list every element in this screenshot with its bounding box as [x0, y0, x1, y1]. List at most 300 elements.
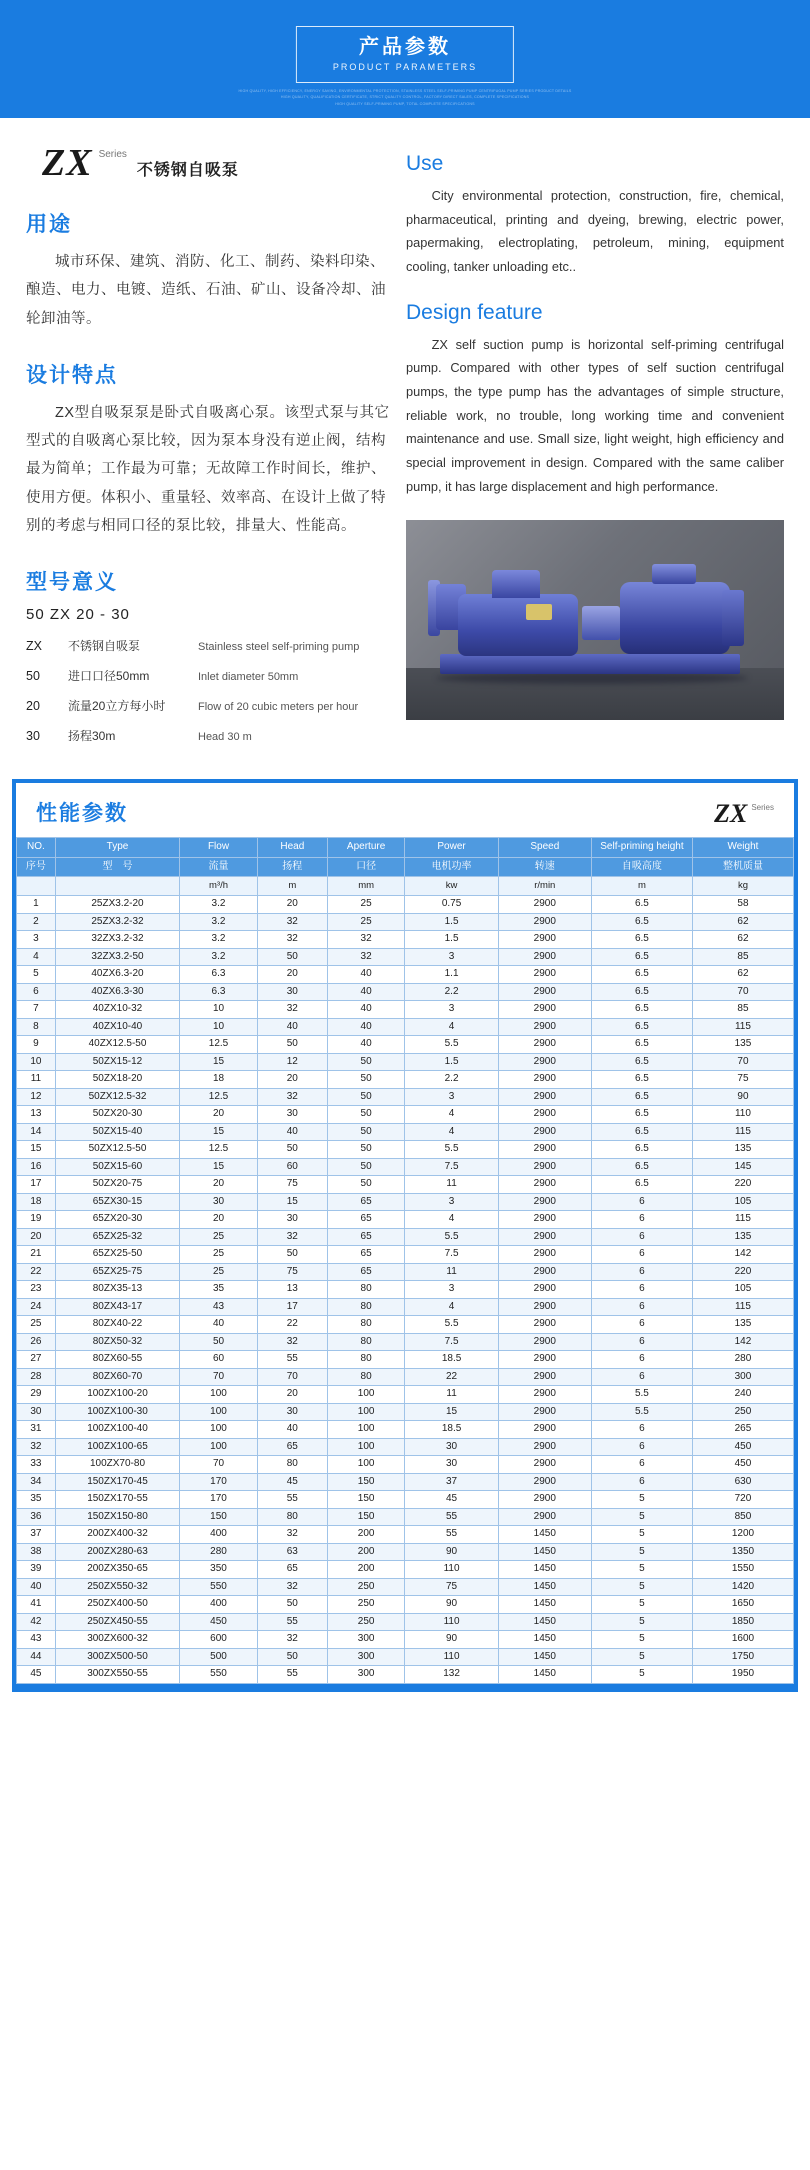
- cell-flow: 600: [180, 1631, 258, 1649]
- spec-table-logo-text: ZX: [714, 799, 748, 829]
- cell-speed: 2900: [498, 1141, 591, 1159]
- cell-self-priming-height: 6.5: [591, 1176, 692, 1194]
- spec-table-logo: [714, 801, 774, 827]
- cell-head: 65: [257, 1561, 327, 1579]
- cell-self-priming-height: 6.5: [591, 931, 692, 949]
- cell-flow: 25: [180, 1246, 258, 1264]
- cell-type: 200ZX280-63: [55, 1543, 179, 1561]
- cell-flow: 20: [180, 1106, 258, 1124]
- cell-power: 22: [405, 1368, 498, 1386]
- cell-type: 25ZX3.2-20: [55, 896, 179, 914]
- cell-flow: 10: [180, 1001, 258, 1019]
- cell-aperture: 80: [327, 1333, 405, 1351]
- cell-head: 55: [257, 1491, 327, 1509]
- model-label-en: Inlet diameter 50mm: [198, 671, 299, 684]
- cell-flow: 170: [180, 1491, 258, 1509]
- table-row: [17, 1228, 794, 1246]
- table-row: [17, 1176, 794, 1194]
- motor-fan-cover: [722, 590, 744, 646]
- cell-weight: 1350: [692, 1543, 793, 1561]
- cell-no: 2: [17, 913, 56, 931]
- th-unit-speed: r/min: [498, 877, 591, 896]
- cell-flow: 25: [180, 1228, 258, 1246]
- model-key: ZX: [26, 639, 42, 654]
- cell-power: 7.5: [405, 1158, 498, 1176]
- cell-self-priming-height: 6.5: [591, 913, 692, 931]
- cell-head: 30: [257, 1106, 327, 1124]
- cell-flow: 170: [180, 1473, 258, 1491]
- model-label-en: Head 30 m: [198, 731, 252, 744]
- brand-logo: ZX: [42, 142, 93, 184]
- model-label-cn: 不锈钢自吸泵: [68, 639, 141, 654]
- cell-speed: 2900: [498, 1158, 591, 1176]
- table-row: [17, 983, 794, 1001]
- cell-power: 1.1: [405, 966, 498, 984]
- cell-power: 90: [405, 1543, 498, 1561]
- cell-aperture: 32: [327, 948, 405, 966]
- table-row: [17, 1543, 794, 1561]
- intro-section: [0, 118, 810, 757]
- cell-type: 50ZX15-12: [55, 1053, 179, 1071]
- cell-type: 100ZX100-30: [55, 1403, 179, 1421]
- cell-flow: 400: [180, 1526, 258, 1544]
- cell-self-priming-height: 6: [591, 1473, 692, 1491]
- cell-power: 5.5: [405, 1141, 498, 1159]
- cell-weight: 1550: [692, 1561, 793, 1579]
- cell-speed: 2900: [498, 1456, 591, 1474]
- cell-aperture: 100: [327, 1438, 405, 1456]
- cell-power: 4: [405, 1106, 498, 1124]
- cell-power: 1.5: [405, 913, 498, 931]
- cell-flow: 350: [180, 1561, 258, 1579]
- cell-no: 27: [17, 1351, 56, 1369]
- cell-speed: 2900: [498, 1473, 591, 1491]
- table-row: [17, 1561, 794, 1579]
- cell-head: 30: [257, 1211, 327, 1229]
- cell-no: 16: [17, 1158, 56, 1176]
- table-row: [17, 1088, 794, 1106]
- table-row: [17, 1578, 794, 1596]
- cell-power: 5.5: [405, 1316, 498, 1334]
- cell-aperture: 25: [327, 913, 405, 931]
- cell-self-priming-height: 6.5: [591, 966, 692, 984]
- th-type-en: Type: [55, 838, 179, 858]
- cell-weight: 300: [692, 1368, 793, 1386]
- th-selfpriming-en: Self-priming height: [591, 838, 692, 858]
- cell-speed: 2900: [498, 1491, 591, 1509]
- cell-speed: 2900: [498, 1263, 591, 1281]
- cell-weight: 720: [692, 1491, 793, 1509]
- cell-weight: 135: [692, 1316, 793, 1334]
- table-row: [17, 1631, 794, 1649]
- banner-title-en: PRODUCT PARAMETERS: [332, 62, 478, 72]
- spec-header-row-units: [17, 877, 794, 896]
- table-row: [17, 1298, 794, 1316]
- cell-power: 11: [405, 1176, 498, 1194]
- cell-no: 38: [17, 1543, 56, 1561]
- cell-self-priming-height: 6: [591, 1193, 692, 1211]
- cell-speed: 1450: [498, 1666, 591, 1684]
- cell-type: 150ZX170-55: [55, 1491, 179, 1509]
- cell-speed: 2900: [498, 1193, 591, 1211]
- cell-head: 30: [257, 983, 327, 1001]
- cell-power: 3: [405, 1281, 498, 1299]
- cell-power: 110: [405, 1613, 498, 1631]
- table-row: [17, 1036, 794, 1054]
- banner-fine-line-2: HIGH QUALITY, QUALIFICATION CERTIFICATE, STRICT QUALITY CONTROL, FACTORY DIRECT SALES, COMPLETE SPECIFICATIONS: [280, 95, 530, 100]
- motor-terminal-box: [652, 564, 696, 584]
- cell-flow: 12.5: [180, 1036, 258, 1054]
- cell-no: 19: [17, 1211, 56, 1229]
- cell-speed: 2900: [498, 1368, 591, 1386]
- cell-power: 2.2: [405, 1071, 498, 1089]
- cell-self-priming-height: 6.5: [591, 1088, 692, 1106]
- cell-power: 3: [405, 1088, 498, 1106]
- cell-head: 50: [257, 1141, 327, 1159]
- cell-head: 20: [257, 1071, 327, 1089]
- cell-weight: 85: [692, 948, 793, 966]
- cell-speed: 2900: [498, 1123, 591, 1141]
- table-row: [17, 1263, 794, 1281]
- cell-power: 0.75: [405, 896, 498, 914]
- cell-no: 17: [17, 1176, 56, 1194]
- cell-weight: 62: [692, 966, 793, 984]
- brand-series-label: Series: [98, 149, 127, 160]
- cell-head: 32: [257, 1088, 327, 1106]
- cell-head: 32: [257, 1526, 327, 1544]
- model-heading-cn: 型号意义: [26, 571, 118, 595]
- cell-no: 31: [17, 1421, 56, 1439]
- brand-name-cn: 不锈钢自吸泵: [136, 162, 239, 179]
- cell-speed: 2900: [498, 1211, 591, 1229]
- cell-head: 32: [257, 1578, 327, 1596]
- use-heading-en: Use: [406, 152, 444, 175]
- cell-head: 50: [257, 1648, 327, 1666]
- model-key: 30: [26, 729, 40, 744]
- pump-casing: [458, 594, 578, 656]
- th-head-cn: 扬程: [257, 857, 327, 877]
- cell-head: 55: [257, 1351, 327, 1369]
- cell-no: 37: [17, 1526, 56, 1544]
- cell-flow: 450: [180, 1613, 258, 1631]
- cell-speed: 1450: [498, 1526, 591, 1544]
- cell-flow: 280: [180, 1543, 258, 1561]
- cell-aperture: 250: [327, 1596, 405, 1614]
- cell-speed: 2900: [498, 1316, 591, 1334]
- cell-no: 4: [17, 948, 56, 966]
- cell-self-priming-height: 5.5: [591, 1386, 692, 1404]
- table-row: [17, 1333, 794, 1351]
- cell-no: 18: [17, 1193, 56, 1211]
- cell-type: 250ZX400-50: [55, 1596, 179, 1614]
- cell-weight: 220: [692, 1263, 793, 1281]
- cell-type: 250ZX450-55: [55, 1613, 179, 1631]
- model-label-en: Flow of 20 cubic meters per hour: [198, 701, 359, 714]
- table-row: [17, 1403, 794, 1421]
- cell-self-priming-height: 6.5: [591, 1036, 692, 1054]
- table-row: [17, 1106, 794, 1124]
- cell-no: 42: [17, 1613, 56, 1631]
- table-row: [17, 1368, 794, 1386]
- cell-head: 45: [257, 1473, 327, 1491]
- spec-table-title: 性能参数: [36, 802, 128, 826]
- banner-fine-line-1: HIGH QUALITY, HIGH EFFICIENCY, ENERGY SAVING, ENVIRONMENTAL PROTECTION, STAINLESS STEEL SELF-PRIMING PUMP CENTRIFUGAL PUMP SERIES PRODUCT DETAILS: [238, 89, 572, 93]
- cell-aperture: 250: [327, 1613, 405, 1631]
- cell-weight: 62: [692, 913, 793, 931]
- cell-self-priming-height: 6.5: [591, 1053, 692, 1071]
- cell-flow: 100: [180, 1438, 258, 1456]
- cell-type: 150ZX150-80: [55, 1508, 179, 1526]
- cell-type: 40ZX12.5-50: [55, 1036, 179, 1054]
- cell-no: 29: [17, 1386, 56, 1404]
- cell-no: 30: [17, 1403, 56, 1421]
- cell-weight: 135: [692, 1141, 793, 1159]
- cell-no: 36: [17, 1508, 56, 1526]
- cell-type: 150ZX170-45: [55, 1473, 179, 1491]
- cell-self-priming-height: 5: [591, 1596, 692, 1614]
- cell-self-priming-height: 6.5: [591, 1106, 692, 1124]
- cell-aperture: 100: [327, 1386, 405, 1404]
- table-row: [17, 1386, 794, 1404]
- cell-speed: 2900: [498, 1176, 591, 1194]
- cell-speed: 1450: [498, 1543, 591, 1561]
- cell-aperture: 50: [327, 1176, 405, 1194]
- cell-aperture: 80: [327, 1316, 405, 1334]
- th-no-cn: 序号: [17, 857, 56, 877]
- table-row: [17, 1281, 794, 1299]
- table-row: [17, 1491, 794, 1509]
- cell-aperture: 150: [327, 1491, 405, 1509]
- cell-flow: 25: [180, 1263, 258, 1281]
- cell-power: 30: [405, 1456, 498, 1474]
- cell-aperture: 40: [327, 983, 405, 1001]
- cell-self-priming-height: 6: [591, 1263, 692, 1281]
- cell-speed: 2900: [498, 1088, 591, 1106]
- cell-no: 9: [17, 1036, 56, 1054]
- cell-head: 40: [257, 1018, 327, 1036]
- cell-power: 5.5: [405, 1036, 498, 1054]
- cell-speed: 2900: [498, 966, 591, 984]
- cell-power: 11: [405, 1263, 498, 1281]
- model-label-cn: 流量20立方每小时: [68, 699, 166, 714]
- cell-aperture: 25: [327, 896, 405, 914]
- cell-type: 25ZX3.2-32: [55, 913, 179, 931]
- cell-speed: 1450: [498, 1596, 591, 1614]
- cell-type: 50ZX18-20: [55, 1071, 179, 1089]
- cell-speed: 2900: [498, 896, 591, 914]
- cell-flow: 400: [180, 1596, 258, 1614]
- cell-aperture: 80: [327, 1351, 405, 1369]
- table-row: [17, 1613, 794, 1631]
- table-row: [17, 1158, 794, 1176]
- cell-power: 7.5: [405, 1333, 498, 1351]
- cell-weight: 1200: [692, 1526, 793, 1544]
- th-unit-selfpriming: m: [591, 877, 692, 896]
- cell-weight: 115: [692, 1018, 793, 1036]
- cell-flow: 6.3: [180, 983, 258, 1001]
- table-row: [17, 1421, 794, 1439]
- cell-no: 35: [17, 1491, 56, 1509]
- cell-self-priming-height: 5: [591, 1543, 692, 1561]
- cell-flow: 20: [180, 1176, 258, 1194]
- cell-speed: 2900: [498, 983, 591, 1001]
- intro-right-column: [406, 144, 784, 757]
- cell-no: 7: [17, 1001, 56, 1019]
- cell-self-priming-height: 6.5: [591, 1018, 692, 1036]
- th-power-en: Power: [405, 838, 498, 858]
- cell-no: 41: [17, 1596, 56, 1614]
- pump-nameplate: [526, 604, 552, 620]
- table-row: [17, 1456, 794, 1474]
- cell-self-priming-height: 5: [591, 1561, 692, 1579]
- table-row: [17, 931, 794, 949]
- th-speed-en: Speed: [498, 838, 591, 858]
- th-selfpriming-cn: 自吸高度: [591, 857, 692, 877]
- cell-no: 34: [17, 1473, 56, 1491]
- cell-head: 32: [257, 1631, 327, 1649]
- cell-no: 15: [17, 1141, 56, 1159]
- cell-aperture: 50: [327, 1123, 405, 1141]
- cell-self-priming-height: 6: [591, 1368, 692, 1386]
- cell-power: 55: [405, 1526, 498, 1544]
- th-flow-cn: 流量: [180, 857, 258, 877]
- cell-weight: 240: [692, 1386, 793, 1404]
- cell-flow: 550: [180, 1666, 258, 1684]
- cell-type: 100ZX70-80: [55, 1456, 179, 1474]
- cell-power: 90: [405, 1596, 498, 1614]
- pump-coupling: [582, 606, 620, 640]
- cell-weight: 142: [692, 1333, 793, 1351]
- banner-title-cn: 产品参数: [359, 36, 451, 58]
- table-row: [17, 896, 794, 914]
- cell-speed: 2900: [498, 1071, 591, 1089]
- cell-speed: 1450: [498, 1648, 591, 1666]
- cell-self-priming-height: 5: [591, 1508, 692, 1526]
- cell-flow: 100: [180, 1421, 258, 1439]
- cell-no: 45: [17, 1666, 56, 1684]
- cell-flow: 12.5: [180, 1088, 258, 1106]
- cell-type: 100ZX100-65: [55, 1438, 179, 1456]
- cell-type: 40ZX10-40: [55, 1018, 179, 1036]
- cell-speed: 2900: [498, 1001, 591, 1019]
- cell-self-priming-height: 6: [591, 1281, 692, 1299]
- cell-self-priming-height: 6.5: [591, 1141, 692, 1159]
- cell-speed: 1450: [498, 1631, 591, 1649]
- cell-self-priming-height: 6.5: [591, 1123, 692, 1141]
- cell-power: 18.5: [405, 1421, 498, 1439]
- cell-self-priming-height: 5: [591, 1491, 692, 1509]
- table-row: [17, 1141, 794, 1159]
- model-label-cn: 进口口径50mm: [68, 669, 150, 684]
- spec-header-row-en: [17, 838, 794, 858]
- cell-power: 75: [405, 1578, 498, 1596]
- model-row: [26, 667, 390, 684]
- th-unit-power: kw: [405, 877, 498, 896]
- th-aperture-en: Aperture: [327, 838, 405, 858]
- cell-flow: 15: [180, 1158, 258, 1176]
- cell-power: 5.5: [405, 1228, 498, 1246]
- cell-self-priming-height: 5: [591, 1578, 692, 1596]
- banner-title-box: [296, 26, 514, 83]
- cell-flow: 550: [180, 1578, 258, 1596]
- cell-aperture: 32: [327, 931, 405, 949]
- cell-type: 32ZX3.2-50: [55, 948, 179, 966]
- product-photo: [406, 520, 784, 720]
- cell-no: 21: [17, 1246, 56, 1264]
- cell-type: 50ZX20-30: [55, 1106, 179, 1124]
- cell-head: 15: [257, 1193, 327, 1211]
- cell-weight: 62: [692, 931, 793, 949]
- cell-flow: 3.2: [180, 948, 258, 966]
- model-label-en: Stainless steel self-priming pump: [198, 641, 360, 654]
- cell-no: 32: [17, 1438, 56, 1456]
- th-head-en: Head: [257, 838, 327, 858]
- th-unit-head: m: [257, 877, 327, 896]
- model-key: 50: [26, 669, 40, 684]
- cell-weight: 630: [692, 1473, 793, 1491]
- cell-aperture: 50: [327, 1106, 405, 1124]
- cell-head: 55: [257, 1613, 327, 1631]
- cell-type: 50ZX20-75: [55, 1176, 179, 1194]
- cell-weight: 135: [692, 1036, 793, 1054]
- cell-aperture: 80: [327, 1368, 405, 1386]
- cell-self-priming-height: 6.5: [591, 1071, 692, 1089]
- cell-head: 13: [257, 1281, 327, 1299]
- cell-head: 17: [257, 1298, 327, 1316]
- cell-type: 80ZX43-17: [55, 1298, 179, 1316]
- use-heading-cn: 用途: [26, 213, 72, 236]
- cell-speed: 2900: [498, 1386, 591, 1404]
- cell-no: 10: [17, 1053, 56, 1071]
- table-row: [17, 1246, 794, 1264]
- cell-weight: 265: [692, 1421, 793, 1439]
- cell-power: 18.5: [405, 1351, 498, 1369]
- cell-head: 32: [257, 931, 327, 949]
- th-no-en: NO.: [17, 838, 56, 858]
- model-row: [26, 637, 390, 654]
- cell-head: 12: [257, 1053, 327, 1071]
- cell-no: 44: [17, 1648, 56, 1666]
- cell-self-priming-height: 6: [591, 1438, 692, 1456]
- cell-weight: 58: [692, 896, 793, 914]
- cell-weight: 250: [692, 1403, 793, 1421]
- cell-speed: 2900: [498, 1421, 591, 1439]
- th-unit-aperture: mm: [327, 877, 405, 896]
- cell-head: 70: [257, 1368, 327, 1386]
- cell-head: 20: [257, 896, 327, 914]
- cell-speed: 1450: [498, 1613, 591, 1631]
- cell-weight: 115: [692, 1123, 793, 1141]
- cell-speed: 2900: [498, 1106, 591, 1124]
- cell-no: 13: [17, 1106, 56, 1124]
- th-type-cn: 型 号: [55, 857, 179, 877]
- cell-aperture: 65: [327, 1246, 405, 1264]
- cell-type: 80ZX40-22: [55, 1316, 179, 1334]
- cell-aperture: 250: [327, 1578, 405, 1596]
- cell-weight: 1950: [692, 1666, 793, 1684]
- cell-no: 28: [17, 1368, 56, 1386]
- cell-flow: 100: [180, 1386, 258, 1404]
- cell-no: 39: [17, 1561, 56, 1579]
- cell-no: 6: [17, 983, 56, 1001]
- cell-power: 90: [405, 1631, 498, 1649]
- cell-speed: 2900: [498, 1438, 591, 1456]
- cell-flow: 15: [180, 1053, 258, 1071]
- cell-head: 50: [257, 948, 327, 966]
- cell-no: 11: [17, 1071, 56, 1089]
- cell-head: 20: [257, 966, 327, 984]
- cell-weight: 115: [692, 1211, 793, 1229]
